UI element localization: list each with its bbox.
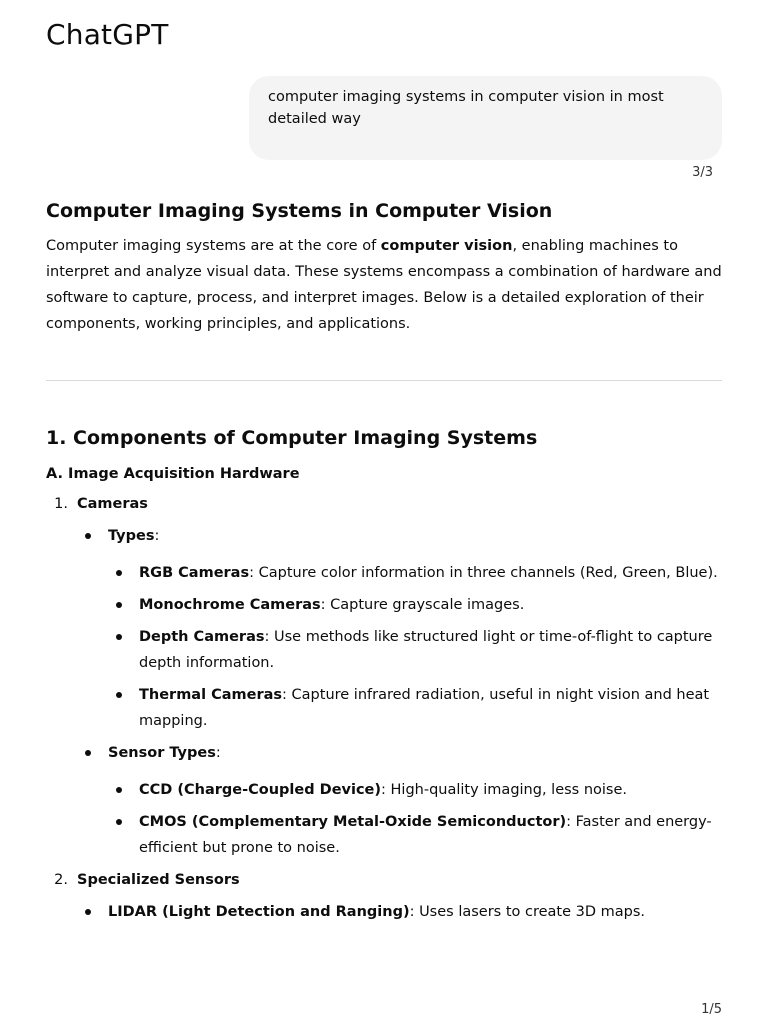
list-item-desc: : Faster and energy-efficient but prone to noise. xyxy=(139,814,712,856)
list-item-label: Cameras xyxy=(77,496,148,512)
assistant-response xyxy=(46,198,722,925)
list-item-cameras xyxy=(46,491,722,517)
list-number: 2. xyxy=(54,872,68,888)
list-item-desc: : Capture grayscale images. xyxy=(320,597,525,613)
list-item-term: LIDAR (Light Detection and Ranging) xyxy=(108,904,410,920)
list-item-term: Depth Cameras xyxy=(139,629,265,645)
list-item-specialized-sensors xyxy=(46,867,722,893)
user-message-bubble xyxy=(249,76,722,160)
bullet-icon xyxy=(116,819,122,825)
list-item-term: CCD (Charge-Coupled Device) xyxy=(139,782,382,798)
list-item-desc: : Use methods like structured light or time-of-flight to capture depth information. xyxy=(139,629,713,671)
bullet-icon xyxy=(116,634,122,640)
user-message-text: computer imaging systems in computer vision in most detailed way xyxy=(268,89,664,127)
label-colon: : xyxy=(215,745,221,761)
list-item-desc: : High-quality imaging, less noise. xyxy=(381,782,628,798)
list-number: 1. xyxy=(54,496,68,512)
list-item-label: Sensor Types xyxy=(108,745,216,761)
bullet-icon xyxy=(116,570,122,576)
list-item xyxy=(46,682,722,734)
bullet-icon xyxy=(85,909,91,915)
bullet-icon xyxy=(116,787,122,793)
bullet-icon xyxy=(116,602,122,608)
list-item-desc: : Capture color information in three channels (Red, Green, Blue). xyxy=(249,565,718,581)
list-item xyxy=(46,777,722,803)
list-item-sensor-types xyxy=(46,740,722,766)
intro-bold-term: computer vision xyxy=(380,238,513,254)
intro-text-before: Computer imaging systems are at the core of xyxy=(46,238,381,254)
list-item-term: Monochrome Cameras xyxy=(139,597,321,613)
label-colon: : xyxy=(154,528,160,544)
intro-paragraph xyxy=(46,233,722,337)
page-number: 1/5 xyxy=(701,1002,722,1017)
list-item xyxy=(46,899,722,925)
bullet-icon xyxy=(85,533,91,539)
list-item-label: Specialized Sensors xyxy=(77,872,240,888)
app-title: ChatGPT xyxy=(46,18,169,51)
section-heading: 1. Components of Computer Imaging Systems xyxy=(46,427,538,449)
bullet-icon xyxy=(85,750,91,756)
list-item xyxy=(46,592,722,618)
response-title: Computer Imaging Systems in Computer Vision xyxy=(46,200,553,222)
response-version-indicator[interactable]: 3/3 xyxy=(692,165,713,180)
list-item-types xyxy=(46,523,722,549)
list-item-term: RGB Cameras xyxy=(139,565,250,581)
section-divider xyxy=(46,380,722,381)
list-item xyxy=(46,624,722,676)
list-item-label: Types xyxy=(108,528,155,544)
list-item-desc: : Capture infrared radiation, useful in night vision and heat mapping. xyxy=(139,687,710,729)
subsection-heading: A. Image Acquisition Hardware xyxy=(46,466,300,482)
list-item-desc: : Uses lasers to create 3D maps. xyxy=(409,904,646,920)
intro-text-after: , enabling machines to interpret and analyze visual data. These systems encompass a combination of hardware and software to capture, process, and interpret images. Below is a detailed exploration of their components, working principles, and applications. xyxy=(46,238,722,332)
list-item-term: CMOS (Complementary Metal-Oxide Semiconductor) xyxy=(139,814,567,830)
list-item xyxy=(46,560,722,586)
list-item xyxy=(46,809,722,861)
list-item-term: Thermal Cameras xyxy=(139,687,283,703)
bullet-icon xyxy=(116,692,122,698)
